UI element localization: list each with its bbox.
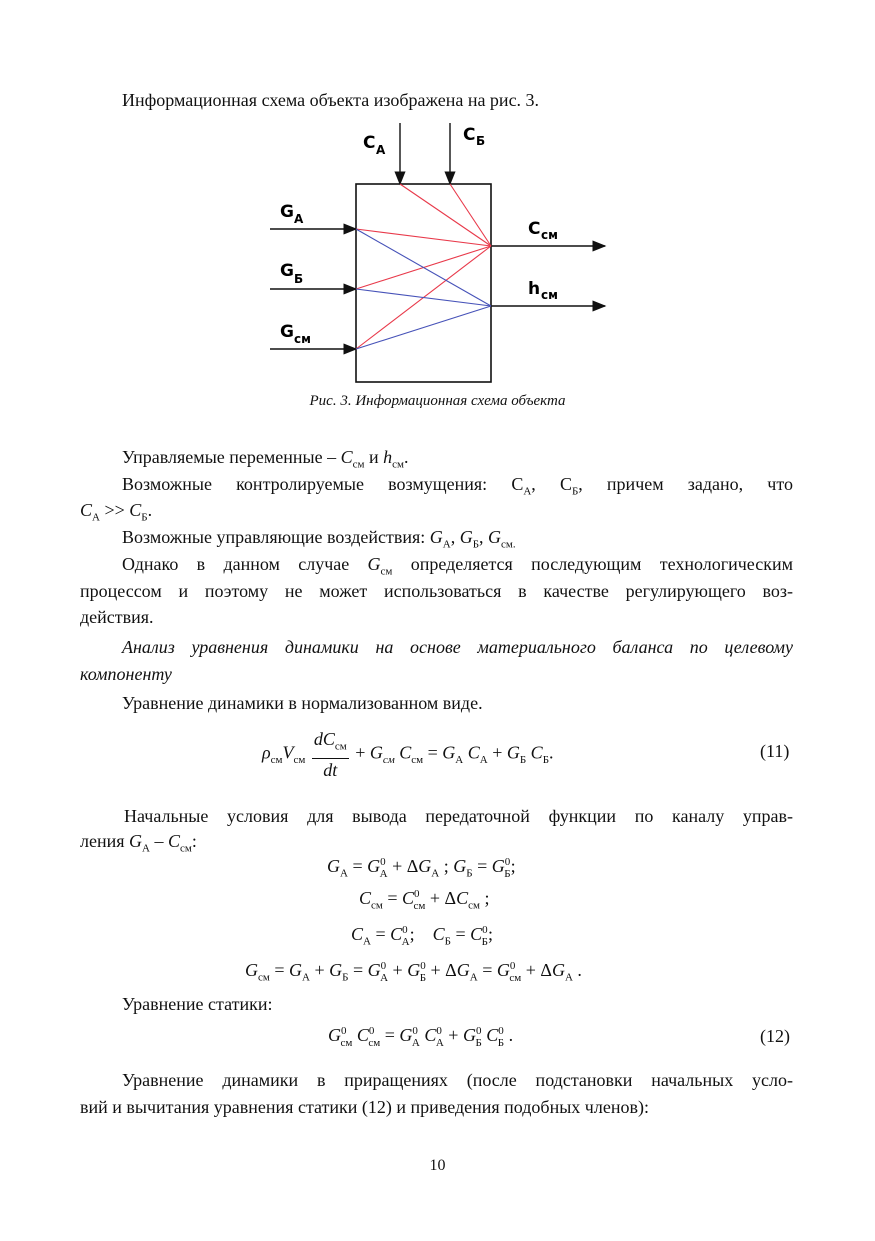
disturbances-paragraph-line2: $C_А >> C_Б$. — [80, 500, 153, 524]
analysis-heading-line1: Анализ уравнения динамики на основе материального баланса по целевому — [122, 637, 793, 657]
label-g-cm-sub: см — [294, 332, 311, 346]
increments-paragraph-line1: Уравнение динамики в приращениях (после подстановки начальных усло- — [122, 1070, 793, 1090]
control-actions-paragraph: Возможные управляющие воздействия: $G_А$, $G_Б$, $G_{см.}$ — [122, 527, 516, 551]
label-g-a-sub: А — [294, 212, 304, 226]
label-c-b-sub: Б — [476, 134, 486, 148]
equation-initial-1: $G_А = G^0_А + \Delta G_А$ ; $G_Б = G^0_Б$; — [327, 856, 516, 880]
label-h-cm-main: h — [528, 279, 541, 299]
intro-text: Информационная схема объекта изображена на рис. 3. — [122, 90, 540, 110]
label-h-cm-sub: см — [541, 288, 558, 302]
equation-initial-4: $G_{см} = G_А + G_Б = G^0_А + G^0_Б + \Delta G_А = G^0_{см} + \Delta G_А$ . — [245, 960, 582, 984]
label-c-a-main: С — [363, 133, 376, 153]
normalized-equation-intro: Уравнение динамики в нормализованном виде. — [122, 693, 483, 713]
label-g-b-sub: Б — [294, 272, 304, 286]
equation-12: $G^0_{см}$ $C^0_{см} = G^0_А$ $C^0_А + G^0_Б$ $C^0_Б$ . — [328, 1025, 514, 1049]
equation-12-number: (12) — [760, 1026, 790, 1046]
page-number: 10 — [429, 1157, 446, 1174]
process-paragraph-line1: Однако в данном случае $G_{см}$ определяется последующим технологическим — [122, 554, 793, 578]
equation-11-number: (11) — [760, 741, 790, 761]
process-paragraph-line3: действия. — [80, 607, 154, 627]
disturbances-paragraph-line1: Возможные контролируемые возмущения: $С_А$, $С_Б$, причем задано, что — [122, 474, 793, 498]
label-g-b-main: G — [280, 261, 294, 281]
blue-links — [356, 229, 491, 349]
controlled-variables-paragraph: Управляемые переменные – $C_{см}$ и $h_{см}$. — [122, 447, 409, 471]
red-links — [356, 184, 491, 349]
label-c-cm-main: С — [528, 219, 541, 239]
initial-conditions-line1: Начальные условия для вывода передаточной функции по каналу управ- — [124, 806, 793, 826]
figure-caption: Рис. 3. Информационная схема объекта — [309, 393, 566, 409]
label-c-a-sub: А — [376, 143, 386, 157]
label-g-cm-main: G — [280, 322, 294, 342]
process-paragraph-line2: процессом и поэтому не может использоваться в качестве регулирующего воз- — [80, 581, 793, 601]
label-c-b-main: С — [463, 125, 476, 145]
analysis-heading-line2: компоненту — [80, 664, 172, 684]
equation-11: $\rho_{см}V_{см}$ $\frac{dC_{см}}{dt}$ + $G_{см}$ $C_{см} = G_А$ $C_А + G_Б$ $C_Б$. — [262, 729, 554, 780]
label-g-a-main: G — [280, 202, 294, 222]
initial-conditions-line2: ления $G_А - C_{см}$: — [80, 831, 197, 855]
statics-equation-intro: Уравнение статики: — [122, 994, 273, 1014]
label-c-cm-sub: см — [541, 228, 558, 242]
equation-initial-2: $C_{см} = C^0_{см} + \Delta C_{см}$ ; — [359, 888, 490, 912]
information-scheme-diagram — [260, 118, 620, 388]
increments-paragraph-line2: вий и вычитания уравнения статики (12) и приведения подобных членов): — [80, 1097, 649, 1117]
equation-initial-3: $C_А = C^0_А$; $C_Б = C^0_Б$; — [351, 924, 493, 948]
